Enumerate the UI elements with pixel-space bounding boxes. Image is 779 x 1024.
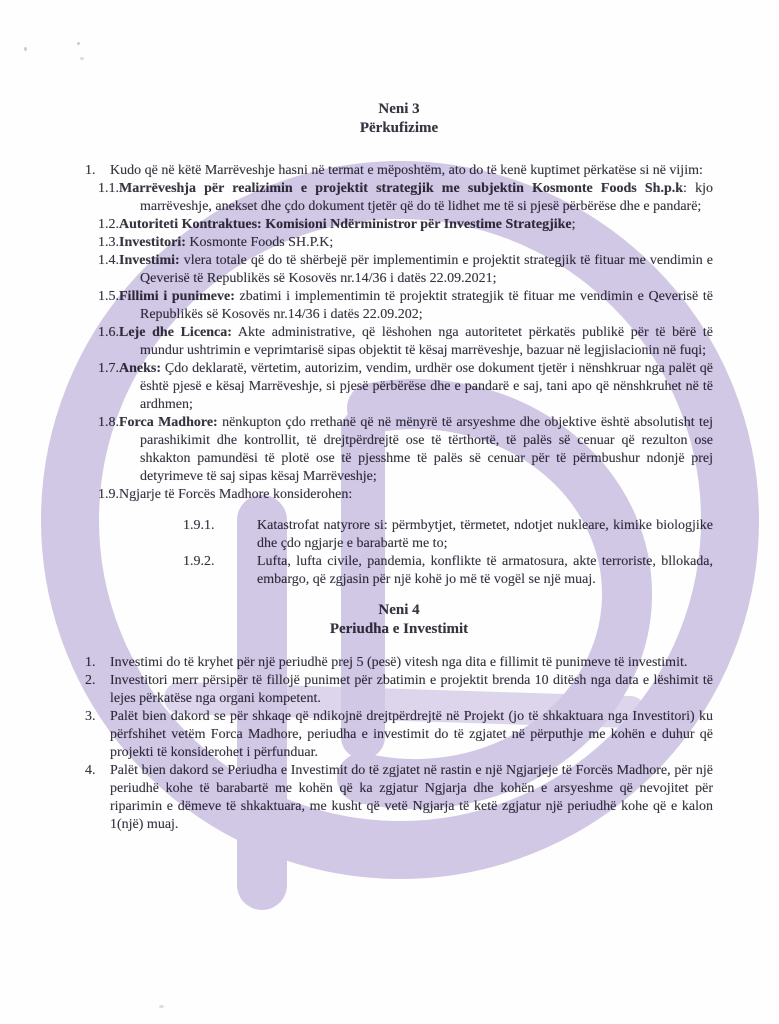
definition-text: Çdo deklaratë, vërtetim, autorizim, vendim, urdhër ose dokument tjetër i nënshkruar nga palët që është pjesë e kësaj Marrëveshje, si pjesë përbërëse dhe e pandarë e saj, tani apo që nënshkruhet në të ardhmen;: [140, 361, 713, 412]
definition-number: 1.8.: [98, 415, 119, 430]
clause-text: Investimi do të kryhet për një periudhë prej 5 (pesë) vitesh nga dita e fillimit të punimeve të investimit.: [110, 655, 688, 670]
definition-number: 1.9.: [98, 487, 119, 502]
definition-term: Leje dhe Licenca:: [119, 325, 232, 340]
sub-definition-text: Lufta, lufta civile, pandemia, konflikte të armatosura, akte terroriste, bllokada, embargo, që zgjasin për një kohë jo më të vogël se një muaj.: [257, 554, 713, 587]
definition-number: 1.5.: [98, 289, 119, 304]
definition-1-2: [98, 216, 713, 234]
force-majeure-sublist: [183, 517, 713, 589]
sub-definition-text: Katastrofat natyrore si: përmbytjet, tërmetet, ndotjet nukleare, kimike biologjike dhe çdo ngjarje e barabartë me to;: [257, 518, 713, 551]
article-4-clause-3: [85, 708, 713, 762]
article-3-title: Neni 3: [378, 101, 420, 117]
article-4-clause-2: [85, 672, 713, 708]
definition-text: vlera totale që do të shërbejë për implementimin e projektit strategjik të fituar me vendimin e Qeverisë të Republikës së Kosovës nr.14/36 i datës 22.09.2021;: [140, 253, 713, 286]
sub-definition-number: 1.9.2.: [183, 554, 215, 569]
definition-1-5: [98, 288, 713, 324]
clause-number: 4.: [85, 763, 96, 778]
definition-term: Forca Madhore:: [119, 415, 218, 430]
sub-definition-1-9-2: [183, 553, 713, 589]
definition-text: : kjo marrëveshje, anekset dhe çdo dokument tjetër që do të lidhet me të si pjesë përbërëse dhe e pandarë;: [140, 181, 714, 214]
definition-text: Akte administrative, që lëshohen nga autoritetet përkatës publikë për të bërë të mundur ushtrimin e veprimtarisë sipas objektit të kësaj marrëveshje, bazuar në legjislacionin në fuqi;: [140, 325, 713, 358]
definition-1-9: [98, 486, 713, 504]
definition-number: 1.7.: [98, 361, 119, 376]
definition-1-6: [98, 324, 713, 360]
article-3-heading: [85, 100, 713, 138]
article-3-intro-clause: [85, 162, 713, 180]
sub-definition-number: 1.9.1.: [183, 518, 215, 533]
clause-text: Palët bien dakord se për shkaqe që ndikojnë drejtpërdrejtë në Projekt (jo të shkaktuara nga Investitori) ku përfshihet vetëm Forca Madhore, periudha e investimit do të zgjatet në përputhje me kohën e duhur që projekti të konsiderohet i përfunduar.: [110, 709, 713, 760]
clause-number: 3.: [85, 709, 96, 724]
article-3-subtitle: Përkufizime: [359, 120, 439, 136]
sub-definition-1-9-1: [183, 517, 713, 553]
definition-text: Ngjarje të Forcës Madhore konsiderohen:: [119, 487, 353, 502]
definition-text: Kosmonte Foods SH.P.K;: [185, 235, 334, 250]
definition-number: 1.4.: [98, 253, 119, 268]
definition-1-4: [98, 252, 713, 288]
definition-text: nënkupton çdo rrethanë që në mënyrë të arsyeshme dhe objektive është absolutisht tej parashikimit dhe kontrollit, të drejtpërdrejtë ose të tërthortë, të palës së cenuar që rezulton ose shkakton pamundësi të plotë ose të pjesshme të palës së cenuar për të përmbushur ndonjë prej detyrimeve të saj sipas kësaj Marrëveshje;: [140, 415, 713, 484]
clause-text: Palët bien dakord se Periudha e Investimit do të zgjatet në rastin e një Ngjarjeje të Forcës Madhore, për një periudhë kohe të barabartë me kohën që ka zgjatur Ngjarja dhe kohën e arsyeshme që nevojitet për riparimin e dëmeve të shkaktuara, me kusht që vetë Ngjarja të ketë zgjatur një periudhë kohe që e kalon 1(një) muaj.: [110, 763, 713, 832]
definition-term: Aneks:: [119, 361, 162, 376]
definition-number: 1.6.: [98, 325, 119, 340]
definition-1-7: [98, 360, 713, 414]
clause-number: 1.: [85, 163, 96, 178]
clause-text: Investitori merr përsipër të fillojë punimet për zbatimin e projektit brenda 10 ditësh nga data e lëshimit të lejes përkatëse nga organi kompetent.: [110, 673, 713, 706]
definition-number: 1.2.: [98, 217, 119, 232]
definition-number: 1.3.: [98, 235, 119, 250]
article-4-title: Neni 4: [378, 602, 420, 618]
article-4-clause-4: [85, 762, 713, 834]
article-4-subtitle: Periudha e Investimit: [329, 621, 469, 637]
article-4-clause-1: [85, 654, 713, 672]
definition-term: Investimi:: [119, 253, 180, 268]
definitions-list: [98, 180, 713, 589]
clause-number: 1.: [85, 655, 96, 670]
definition-1-3: [98, 234, 713, 252]
definition-text: ;: [571, 217, 576, 232]
definition-1-8: [98, 414, 713, 486]
definition-number: 1.1.: [98, 181, 119, 196]
definition-text: zbatimi i implementimin të projektit strategjik të fituar me vendimin e Qeverisë të Republikës së Kosovës nr.14/36 i datës 22.09.202;: [140, 289, 713, 322]
definition-term: Investitori:: [119, 235, 186, 250]
article-4-heading: [85, 601, 713, 639]
definition-term: Marrëveshja për realizimin e projektit strategjik me subjektin Kosmonte Foods Sh.p.k: [119, 181, 684, 196]
definition-term: Fillimi i punimeve:: [119, 289, 235, 304]
definition-1-1: [98, 180, 713, 216]
clause-number: 2.: [85, 673, 96, 688]
clause-text: Kudo që në këtë Marrëveshje hasni në termat e mëposhtëm, ato do të kenë kuptimet përkatëse si në vijim:: [110, 163, 703, 178]
definition-term: Autoriteti Kontraktues: Komisioni Ndërministror për Investime Strategjike: [119, 217, 572, 232]
